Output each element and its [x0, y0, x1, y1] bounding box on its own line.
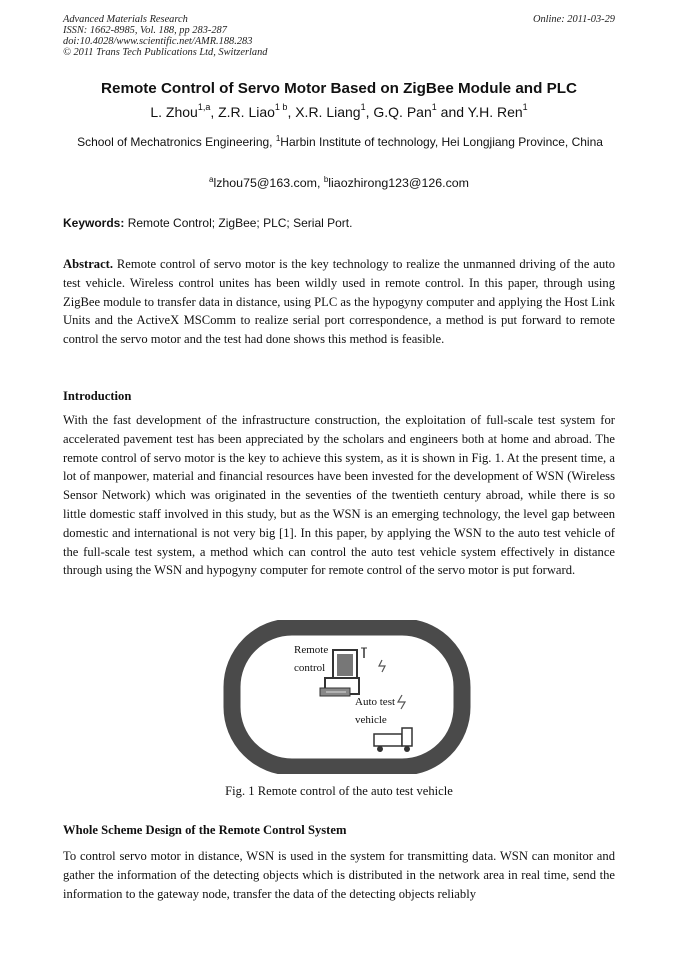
email-line — [0, 176, 678, 190]
abstract-text: Remote control of servo motor is the key technology to realize the unmanned driving of the auto test vehicle. Wireless control unites has been wildly used in remote control. In this paper, through using ZigBee module to transfer data in distance, using PLC as the hypogyny computer and applying the Host Link Units and the ActiveX MSComm to realize serial port correspondence, a method is put forward to remote control the servo motor and the test had done shows this method is feasible. — [63, 257, 615, 347]
figure-1-diagram — [222, 620, 472, 774]
author-list — [0, 104, 678, 120]
author-name: L. Zhou — [150, 104, 198, 120]
oval-test-track — [232, 627, 462, 767]
remote-label-line-1: Remote — [294, 644, 329, 656]
email-b: liaozhirong123@126.com — [328, 176, 469, 190]
author-separator: , — [365, 104, 374, 120]
online-date: Online: 2011-03-29 — [532, 14, 615, 25]
keywords-label: Keywords: — [63, 216, 125, 230]
abstract — [63, 255, 615, 349]
affiliation-superscript: 1 — [275, 134, 281, 143]
remote-label-line-2: control — [294, 662, 326, 674]
vehicle-label-line-2: vehicle — [355, 714, 387, 726]
copyright-line: © 2011 Trans Tech Publications Ltd, Switzerland — [63, 47, 268, 58]
email-a: lzhou75@163.com, — [213, 176, 324, 190]
wireless-signal-icon — [398, 695, 405, 709]
figure-1-caption: Fig. 1 Remote control of the auto test vehicle — [225, 784, 453, 798]
email-a-superscript: a — [209, 175, 214, 184]
keywords — [63, 216, 615, 230]
journal-header — [63, 14, 615, 58]
author-name: Z.R. Liao — [218, 104, 275, 120]
scheme-heading: Whole Scheme Design of the Remote Control System — [63, 823, 347, 837]
author-separator: , — [287, 104, 296, 120]
issn-line: ISSN: 1662-8985, Vol. 188, pp 283-287 — [63, 25, 227, 36]
author-name: X.R. Liang — [295, 104, 361, 120]
author-superscript: 1,a — [197, 102, 211, 112]
doi-line: doi:10.4028/www.scientific.net/AMR.188.283 — [63, 36, 253, 47]
figure-1 — [222, 620, 472, 774]
vehicle-icon — [374, 728, 412, 752]
author-superscript: 1 — [522, 102, 528, 112]
author-superscript: 1 b — [274, 102, 288, 112]
keywords-text: Remote Control; ZigBee; PLC; Serial Port. — [124, 216, 353, 230]
abstract-label: Abstract. — [63, 257, 114, 271]
author-superscript: 1 — [431, 102, 437, 112]
author-separator: , — [210, 104, 219, 120]
scheme-body: To control servo motor in distance, WSN is used in the system for transmitting data. WSN can monitor and gather the information of the detecting objects which is distributed in the network area in real time, send the information to the gateway node, transfer the data of the detecting objects reliably — [63, 849, 615, 901]
introduction-heading: Introduction — [63, 389, 132, 403]
affiliation-institute: Harbin Institute of technology, Hei Longjiang Province, China — [280, 135, 603, 149]
journal-name: Advanced Materials Research — [63, 14, 188, 25]
remote-control-label — [294, 641, 328, 677]
antenna-icon — [361, 648, 367, 658]
email-b-superscript: b — [323, 175, 329, 184]
paper-title: Remote Control of Servo Motor Based on ZigBee Module and PLC — [101, 80, 577, 97]
affiliation — [70, 133, 610, 152]
author-name: Y.H. Ren — [467, 104, 523, 120]
affiliation-school: School of Mechatronics Engineering, — [77, 135, 276, 149]
author-superscript: 1 — [360, 102, 366, 112]
author-name: G.Q. Pan — [373, 104, 432, 120]
vehicle-label-line-1: Auto test — [355, 696, 396, 708]
introduction-body: With the fast development of the infrastructure construction, the exploitation of full-scale test system for accelerated pavement test has been appreciated by the scholars and engineers both at home and abroad. The remote control of servo motor is the key to achieve this system, as it is shown in Fig. 1. At the present time, a lot of manpower, material and financial resources have been invested for the development of WSN (Wireless Sensor Network) which was originated in the seventies of the twentieth century abroad, while there is so little domestic staff involved in this study, but as the WSN is an emerging technology, the level gap between domestic and international is not very big [1]. In this paper, by applying the WSN to the auto test vehicle of the full-scale test system, a method which can control the auto test vehicle system effectively in distance through using the WSN and hypogyny computer for remote control of the servo motor is put forward. — [63, 413, 615, 578]
author-separator: and — [436, 104, 468, 120]
auto-test-vehicle-label — [355, 693, 395, 729]
wireless-signal-icon — [379, 660, 385, 672]
